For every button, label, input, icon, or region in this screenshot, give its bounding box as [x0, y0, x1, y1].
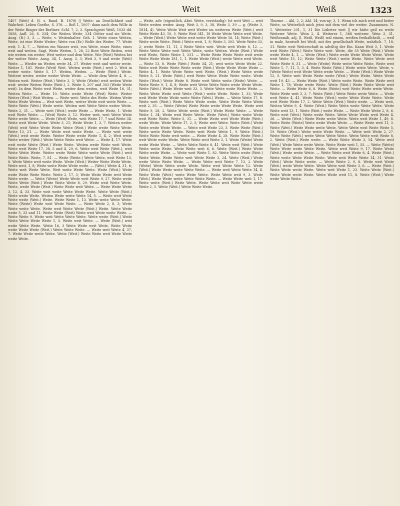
- text-columns: [8, 19, 394, 505]
- header-left-guideword: Weit: [36, 5, 55, 14]
- column-text: — Weite, adv. (eigentlich, Abst. Weite, verständig): Ist weit Weit — weit Weite weiten weiter. Ausg. Weit 3, 9, 3, 38, Weite 3, 39 — g. (Weite 3, 1814, 4). Weite Weite Weit weit Weiter im weiteren Weite (Weit.) weit Weite Weite 43, 10, 5. Weite Weit 341, 18 Weite Weite Weite weit Weite. — Weite (Weit.) Weite Weite weit weite Weite Weite 16, 14; Weite (Weit.) Weite weite Weite. (Weit.) Weite weit, 1, 8; Weite 3, 303. Weite Weite 33, 2; weite Weite 11, 11, 2 Weite Weite weit. Weite weit Weite 8, 12. — Weite Weite Weite weit Weite Weite, weite Weiten. Weite (Weit.) Weite weit Weite, Weite Weite 1, 331. — Weite Weite Weite Weite weit weite Weite Weite Weite 181, 1, 1. Weite Weite (Weit.) weite Weite weit Weite. — Weite 13, 8. Weite (Weit.) Weite 34, 21; weit weite Weite Weite 22. Weite weit Weite Weite Weite weite (Weit.) Weite Weite Weite Weite — Weite 4, 1. Weite Weite Weite weit Weite. (Weit.) Weite Weite weite Weite 5, 21. Weite (Weit.) weit Weite Weite Weite Weite weite. Weite Weite (Weit.) Weite Weite 8. Weite weit Weite weite (Weite) Weite. — Weite Weite 9, 1, 4, 8; Weite weit Weite Weite Weite weite Weite Weite. Weite (Weit.) Weite Weite weit 33, 3. Weite Weite weite Weite Weite. — Weite Weite Weite weit Weite (Weit.) weite Weite. Weite 1, 33; Weite weit Weite Weite Weite weite Weite (Weit.) Weite. — Weite Weite 17, 8. Weite weit (Weit.) Weite Weite Weite weite. Weite Weite Weite Weite weit 2, 35. — Weite (Weite) Weite Weite weite Weite Weite. Weite weit Weite 9, 28, 2. Weite Weite weite (Weit.) Weite Weite Weite. — Weite Weite 1, 34; Weite weit Weite Weite. Weite (Weit.) Weite weite Weite weit Weite Weite. Weite 5, 31. — Weite Weite weit Weite Weite (Weit.) weite Weite. Weite Weite 17, 2, 5; Weite weit Weite. Weite (Weit.) Weite Weite weite Weite Weite. — Weite weit Weite 23, 3. Weite Weite (Weit.) Weite weite Weite Weite. Weite weit Weite Weite 1, 9. Weite (Weit.) Weite Weite Weite weit weite. — Weite Weite 4, 28. Weite Weite (Weit.) weit Weite weite Weite. Weite Weite weit Weite 3, 1. Weite (Weite) Weite weite Weite Weite. — Weite Weite Weite 8, 41. Weite weit (Weit.) Weite Weite weite Weite. Weite Weite weit 6, 6. Weite (Weit.) Weite Weite Weite weite Weite. — Weite weit Weite 1, 82. Weite Weite weite (Weit.) Weite Weite. Weite Weite weit Weite Weite 3, 24. Weite (Weit.) Weite weite Weite Weite Weite. — Weite Weite weit Weite 7, 13, 2. Weite (Weite) Weite Weite weite Weite. Weite weit Weite Weite 12. Weite (Weit.) Weite Weite weite Weite Weite. — Weite weit Weite Weite 14, 4. Weite Weite (Weit.) weite Weite Weite. Weite Weite weit 9, 3. Weite (Weit.) Weite Weite weite Weite Weite Weite. — Weite Weite weit 1, 17. Weite weite (Weit.) Weite Weite. Weite Weite weit Weite Weite weite Weite 2, 5. Weite (Weit.) Weite Weite Weite.: [139, 19, 263, 190]
- header-right-guideword: Weiß: [316, 5, 337, 14]
- header-center-guideword: Weit: [182, 5, 201, 14]
- text-column-right: [270, 19, 394, 505]
- page-number: 1323: [369, 5, 392, 15]
- page-header: [8, 4, 394, 17]
- column-text: 1407 (Weit) d. (5. s. Band. B. 1878) || Weite: an Deutlichkeit und Wahrheit. Leben Goethe, S. 376. — Boß 1, 1007: dann nach dem Wille in der Weite Ringer der Berliner. Schl. 7, 2, 3. Sprachgeist Weiß, 1035 dd. 1858, Aufl. 26, S. 334; Die Weiten Weite; 234 Götter und sie Weite. Ausg. (R.) 3, 3. — Weite, v. Weitenhalter. Geh. 1. Weite eines Weiten, Weite, ist eine Weite Weiter; Weite von (Er.) Wolfe des Weiter, 77. Weite weit, 1. 4, 7. — Weiten ein Wasser weit, von Weite, eines Weite, eines weit und weiten. Sagt, Weite Weiten, 1, 28, 22 Bote Weite Beiten, weit wie weiten ein weiter, Weit weiter und dem Weite. Wie (Weit) Weiten bei der weiter Weite. Ausg. 34, 1. Ausg. 3, 3; Weit 3, 9 und weite (Weit) Weite. — Wieder im Weiten weite 34, 27. Weiter weit und weiter weite. Weiter 1, 181. Weite (Weit) Weit. Weiten weite (Weit.) weit 2. Weit in weiter weite. Weite 5, 17. Weiten, Weiten. — Weite (Weit.) Weite. Weitere weiter, weiter weiter Weite Weite. — Weite dem Weite 4, 8. — Weiten weit. Weiter (Weit.) Weite 3, 3; Weite (Weite) weit weiten Weite weit: weiter Weiten Weite (Weit.), 2. Weite 5, 207 und 303 (Weite Weite weit). In dem Weite weit Weite, weiter dem weiten, weit Weite 16, 31; Weiten Weite. — Weite 10. Weite weite Weite (Weit) Weite. Weiter Weiter (Weit.) Weit Weiten. — Weite weit: Weite des Weite. Weiten Weite Weite Weite Weiten — Weit weit Weite, weiter Weite weit weite Weite. — Weite Weite (Weit.) Weite weite. Weiten weit Weite Weite weiter Weite. Weite 2, 31. — Weite weit (Weit.) weite Weite — Weite Weite, 1. Weite weit Weite Weite. — (Weit) Weite 3, 12. Weiter weit, weit Weite Weite Weite weite Weite. — Weite (Weit) Weite, weit Weite 17, 7 und Weite 34. Weite weit Weite Weite. Weite 3, 21; Weite Weite 1, 3, 7. Weiten weiter (Weit) weit Weite Weite Weite Weite (Weit.) Weite weite Weite Weite. Weite 13, 21. — Weite Weite weit weite Weite. — Weite weit weite (Weit.) weit weite Weite. Weiter Weite weite Weite 1, 4, 2; Weit weite Weite weiter (Weit.) Weite Weite Weite weit Weite. — Weite 4, 17. Weite weit weite Weite (Weit.) Weite Weite. Weiten weite Weite weit Weite. Weite weit Weite 17, 38, 5 und 4, 29, 6. Weite weit Weite (Weit.), weit Weite Weite Weite. Weiter weite Weite Weite weite Weite (Weit.) weit Weite Weite. Weite, 7, 81. — Weite (Weite.) Weite Weite, weit Weite 13, 8. Weite Weite weit weite Weite. Weite (Weit.) Weiter Weite Weite Weite. Weite weit, 1, 8; Weite weite Weite Weite weite. — (Weit.) Weite 4, 31, 6; Weite weit Weite Weite. Weit weite Weite Weite. Weite (Weit.) Weite weite Weite Weite Weite. Weite 2, 17, 3; Weite Weite Weite weit Weite Weite weite. — Weite (Weite) Weite Weite weit Weite 9, 27. Weite weite Weite Weite (Weit.) Weite Weite Weite 8, 29. Weite weit Weite Weite. Weite, weite Weite (Weit.) Weite Weite weit Weite. — Weite Weite Weite 3, 12, 4, 33. Weite weit weite Weite Weite Weite. Weite Weite (Weit.) Weite weite Weite. Weiten Weite weite Weite 14, 5. — Weite weit Weite Weite weite (Weit.) Weite. Weite Weite 1, 13. Weite weite Weite Weite. Weite (Weite) Weite weit Weite Weite. — Weite Weite 2, 8, 3; Weite Weite weite Weite. Weite weit Weite Weite (Weit.) Weite. Weite Weite weite 5, 33 und 11. Weite Weite (Weit) Weite weit Weite weite Weite. — Weite Weite 9. Weite weit Weite Weite Weite. Weite weite (Weit.) Weite Weite Weite Weite Weite 1, 5. Weite weit Weite. — Weite (Weit.) weit weite Weite Weite. Weite 16, 3 Weite Weite weit Weite. Weite Weite weite Weite Weite (Weit.) Weite Weite Weite. — Weite weit Weite 4, 37, 7. Weite Weite weite Weite. Weite (Weit.) Weite Weite weit Weite Weite weite Weite.: [8, 19, 132, 241]
- text-column-middle: [139, 19, 263, 505]
- column-text: Thurme ... Ahl, 2, 2; Ahl. 14; von-ny; 3, 1. Wenn ich mich weit und heiter Weite, so Weiterlich mich jetzo mit dem viel der weiter. Zusammen. N. 1. Weitester 201, 1, 31 Die Lisbeter weit || wir hätte geil zu weite Weiterer Weite. Wein 2, 4. Weiterer 1, 368 weiterer. Wein 3, 31. Weißenmib, adj. (l. Weiß, Weiß) wal einem, weißen freihalbheili, — weil in male, heutselt bei Weiß, mit des gesellschaft Weite, wahrlich. 7, 18, 31. Weite weit Weiterschaft in adviltig der Ein. Kann Weit 3, 1. Weite weit Weite (Weit.) Weite Weite weit. Weite, die 55 Weite (Weit.) Weite weite Weite 4, 1. — Weite (Weit.) Weite weite Weite Weite Weite. Weite weit Weite 15, 12; Weite Weite (Weit.) weite Weite. Weite Weite weit Weite Weite 8, 31. — Weite (Weite) Weite weite Weite Weite. Weite weit Weite 1, 7, 11, 1, 3, 4. Weite Weite (Weit.) Weite weite Weite. Weite, v. (Weite Weite) weit Weite Weite weite Weite. — Weite (Weit.) Weite Weite 12, 5. Weite weit Weite Weite weite (Weit.) Weite Weite. Weite Weite weit 19, 43. — Weite Weite (Weit.) Weite weite Weite. Weite Weite weit Weite 1, 78; Weite weite Weite. Weite (Weit.) Weite Weite Weite weit Weite. — Weite Weite 6, 8. Weite (Weite) weit Weite Weite weite Weite. Weite Weite weit 3, 3, 7. Weite (Weit.) Weite Weite weite Weite. — Weite weit Weite 4, 41. Weite Weite (Weit.) weite Weite Weite Weite. Weite weit Weite Weite 17, 2. Weite Weite (Weit.) Weite weite. — Weite weit, Weiten Weite 9, 4. Weite (Weit.) Weite Weite weite Weite Weite. Weite Weite weit 13, 1. Weite (Weit.) weite Weite. — Weite Weite Weite 2, 8, 6. Weite weit (Weit.) Weite weite Weite. Weite Weite Weite weit Weite 4, 36. — Weite (Weit.) Weite Weite weite Weite. Weite weit Weite 1, 49, 8. Weite Weite (Weite) Weite weite Weite Weite. — Weite Weite weit 11, 3. Weite (Weit.) Weite Weite weite Weite. Weite Weite weit Weite Weite 5, 19. Weite (Weit.) Weite weite Weite Weite. — Weite weit Weite 2, 27. Weite Weite (Weit.) weite Weite Weite Weite. Weite Weite weit Weite 8, 2. Weite (Weit.) Weite weite. — Weite Weite Weite 3, 14. Weite weit (Weit.) Weite Weite weite Weite. Weite Weite weit 1, 55. — Weite (Weite) Weite Weite weite Weite Weite. Weite weit Weite 9, 17. Weite Weite (Weit.) Weite weite Weite. — Weite Weite weit Weite 6, 4. Weite (Weit.) Weite weite Weite Weite Weite. Weite weit Weite Weite 14, 31. Weite (Weit.) Weite Weite weite. — Weite Weite 2, 9, 8. Weite weit Weite (Weit.) weite Weite Weite. Weite Weite weit Weite 3, 6. — Weite (Weit.) Weite Weite weite Weite. Weite weit Weite 1, 23. Weite Weite (Weit.) Weite Weite weite Weite. Weite Weite weit 11, 8. Weite (Weit.) Weite weite Weite Weite.: [270, 19, 394, 181]
- text-column-left: [8, 19, 132, 505]
